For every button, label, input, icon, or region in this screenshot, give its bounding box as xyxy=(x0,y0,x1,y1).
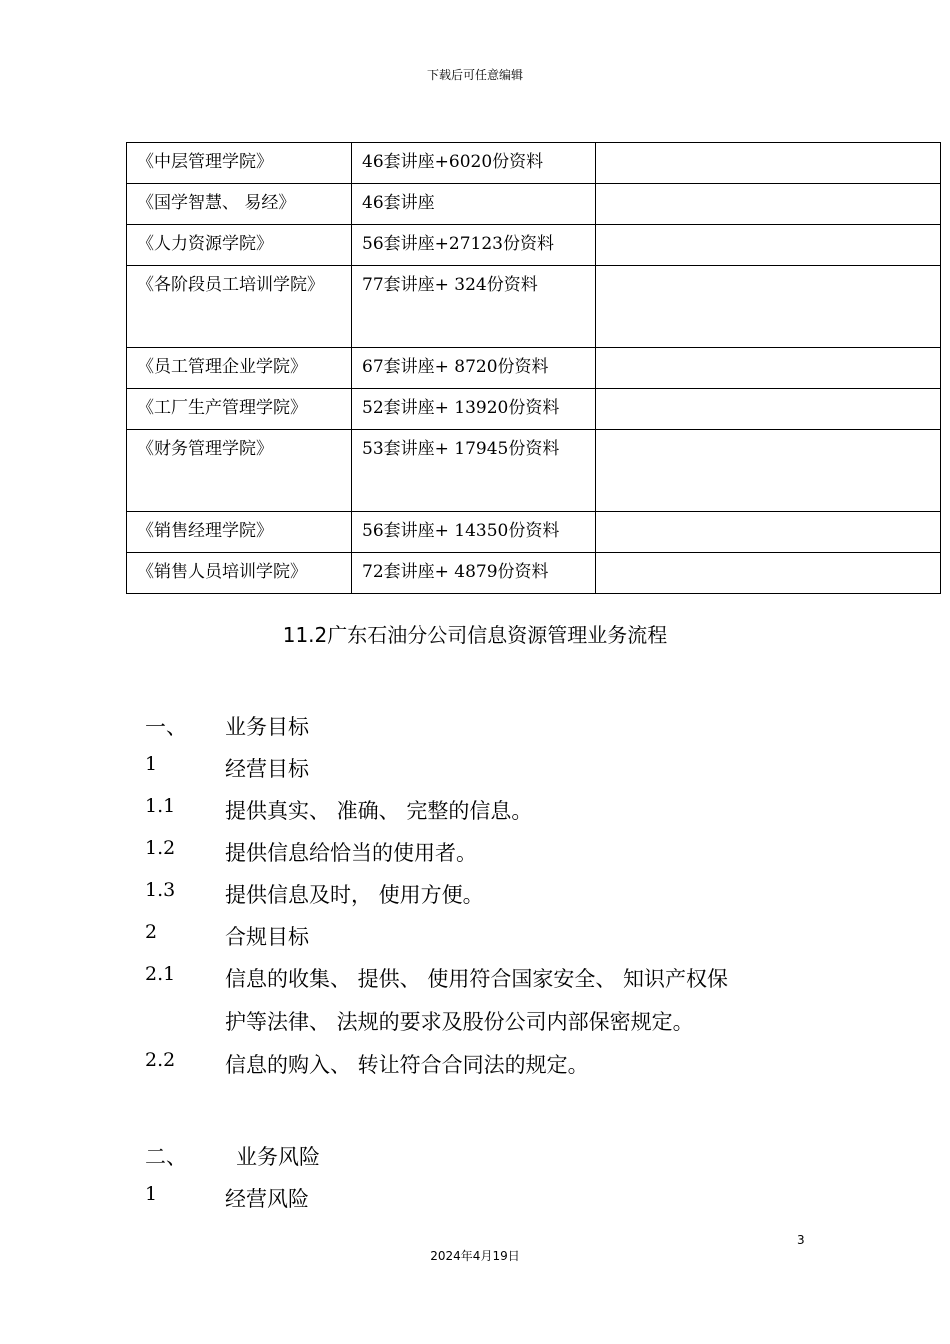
outline-number: 2 xyxy=(145,921,158,943)
table-row xyxy=(127,266,941,348)
course-name-cell: 《员工管理企业学院》 xyxy=(127,348,352,389)
outline-text-continued: 护等法律、 法规的要求及股份公司内部保密规定。 xyxy=(225,1010,694,1034)
outline-text: 合规目标 xyxy=(225,925,309,949)
outline-text: 信息的收集、 提供、 使用符合国家安全、 知识产权保 xyxy=(225,967,729,991)
course-name-cell: 《工厂生产管理学院》 xyxy=(127,389,352,430)
course-extra-cell xyxy=(596,143,941,184)
section-title: 11.2广东石油分公司信息资源管理业务流程 xyxy=(282,623,668,647)
table-row xyxy=(127,430,941,512)
page-number: 3 xyxy=(797,1233,805,1247)
table-row xyxy=(127,512,941,553)
course-extra-cell xyxy=(596,184,941,225)
course-table xyxy=(126,142,941,594)
course-name-cell: 《中层管理学院》 xyxy=(127,143,352,184)
table-row xyxy=(127,553,941,594)
outline-number: 二、 xyxy=(145,1145,187,1169)
outline-text: 业务目标 xyxy=(225,715,309,739)
course-extra-cell xyxy=(596,348,941,389)
table-row xyxy=(127,184,941,225)
course-content-cell: 46套讲座 xyxy=(352,184,596,225)
table-row xyxy=(127,143,941,184)
course-extra-cell xyxy=(596,266,941,348)
course-name-cell: 《财务管理学院》 xyxy=(127,430,352,512)
course-extra-cell xyxy=(596,225,941,266)
table-row xyxy=(127,225,941,266)
outline-number: 2.2 xyxy=(145,1049,176,1071)
table-row xyxy=(127,389,941,430)
course-extra-cell xyxy=(596,553,941,594)
course-content-cell: 56套讲座+27123份资料 xyxy=(352,225,596,266)
course-content-cell: 67套讲座+ 8720份资料 xyxy=(352,348,596,389)
table-row xyxy=(127,348,941,389)
outline-text: 提供信息及时， 使用方便。 xyxy=(225,883,484,907)
outline-text: 经营目标 xyxy=(225,757,309,781)
outline-number: 1.3 xyxy=(145,879,176,901)
course-content-cell: 77套讲座+ 324份资料 xyxy=(352,266,596,348)
course-content-cell: 72套讲座+ 4879份资料 xyxy=(352,553,596,594)
outline-number: 1 xyxy=(145,1183,158,1205)
outline-text: 经营风险 xyxy=(225,1187,309,1211)
outline-text: 提供信息给恰当的使用者。 xyxy=(225,841,477,865)
course-name-cell: 《销售经理学院》 xyxy=(127,512,352,553)
course-name-cell: 《国学智慧、 易经》 xyxy=(127,184,352,225)
course-extra-cell xyxy=(596,512,941,553)
course-name-cell: 《人力资源学院》 xyxy=(127,225,352,266)
outline-text: 提供真实、 准确、 完整的信息。 xyxy=(225,799,533,823)
course-name-cell: 《销售人员培训学院》 xyxy=(127,553,352,594)
course-content-cell: 46套讲座+6020份资料 xyxy=(352,143,596,184)
outline-number: 一、 xyxy=(145,715,187,739)
course-content-cell: 56套讲座+ 14350份资料 xyxy=(352,512,596,553)
course-extra-cell xyxy=(596,389,941,430)
course-content-cell: 52套讲座+ 13920份资料 xyxy=(352,389,596,430)
outline-number: 1.1 xyxy=(145,795,176,817)
outline-text: 信息的购入、 转让符合合同法的规定。 xyxy=(225,1053,589,1077)
footer-date: 2024年4月19日 xyxy=(430,1249,520,1263)
course-content-cell: 53套讲座+ 17945份资料 xyxy=(352,430,596,512)
course-name-cell: 《各阶段员工培训学院》 xyxy=(127,266,352,348)
outline-number: 1.2 xyxy=(145,837,176,859)
header-note: 下载后可任意编辑 xyxy=(426,68,523,82)
outline-text: 业务风险 xyxy=(236,1145,320,1169)
course-extra-cell xyxy=(596,430,941,512)
outline-number: 1 xyxy=(145,753,158,775)
outline-number: 2.1 xyxy=(145,963,176,985)
